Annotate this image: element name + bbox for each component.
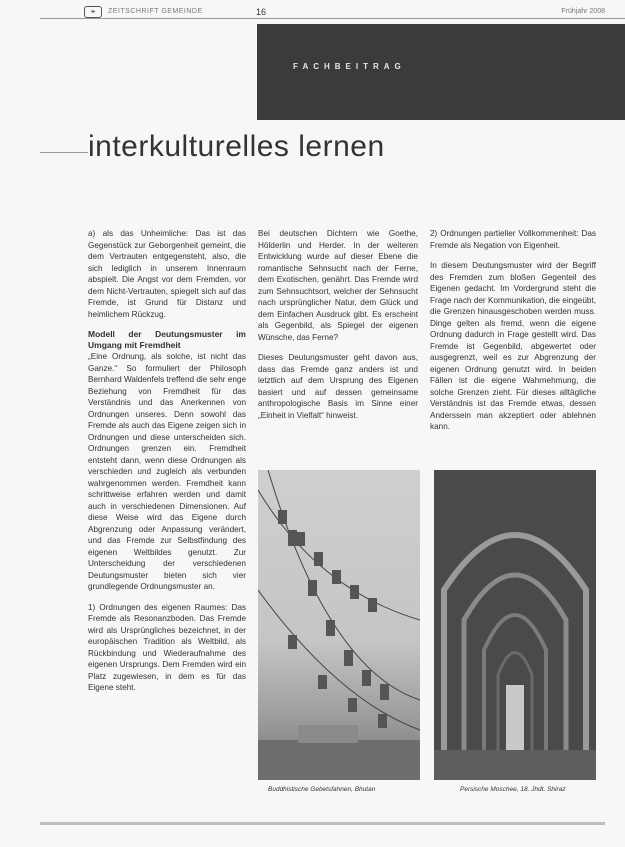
- paragraph: Dieses Deutungsmuster geht davon aus, dass das Fremde ganz anders ist und letztlich auf dem Ursprung des Eigenen basiert und auf dessen gemeinsame anthropologische Basis im Sinne einer „Einheit in Vielfalt“ hinweist.: [258, 353, 418, 420]
- header-issue: Frühjahr 2008: [561, 8, 605, 15]
- column-3: [430, 228, 596, 442]
- section-band: [257, 24, 625, 120]
- article-title: interkulturelles lernen: [88, 130, 385, 163]
- caption-photo-2: Persische Moschee, 18. Jhdt. Shiraz: [460, 786, 566, 793]
- prayer-flags-image: [258, 470, 420, 780]
- photo-mosque-arches: [434, 470, 596, 780]
- photo-prayer-flags: [258, 470, 420, 780]
- paragraph: In diesem Deutungsmuster wird der Begriff des Fremden zum bloßen Gegenteil des Eigenen gedacht. Im Vordergrund steht die Frage nach der Kommunikation, die eingeübt, die Grenzen hinausgeschoben werden muss. Dinge gelten als fremd, wenn die eigene Ordnung dadurch in Frage gestellt wird. Das Fremde ist Gegenbild, abgewertet oder ausgegrenzt, weil es zur Abgrenzung der eigenen Ordnung genutzt wird. In beiden Fällen ist die eigene Wahrnehmung, die solche Grenzen zieht. Für dieses alltägliche Verständnis ist das Fremde etwas, dessen Anderssein man akzeptiert oder ablehnen kann.: [430, 261, 596, 431]
- footer-rule: [40, 822, 605, 825]
- subheading: Modell der Deutungsmuster im Umgang mit Fremdheit: [88, 329, 246, 350]
- paragraph: Bei deutschen Dichtern wie Goethe, Hölderlin und Herder. In der weiteren Entwicklung wurde auf dieser Ebene die romantische Sehnsucht nach der Ferne, dem Exotischen, genährt. Das Fremde wird zum Sehnsuchtsort, welcher der Sehnsucht nach ursprünglicher Natur, dem Glück und dem Einfachen Ausdruck gibt. Es erscheint als Gegenbild, als Spiegel der eigenen Wünsche, das Ferne?: [258, 229, 418, 342]
- page-number: 16: [256, 7, 267, 17]
- section-label: FACHBEITRAG: [293, 62, 406, 71]
- logo-icon: ⌖: [84, 6, 102, 18]
- paragraph: „Eine Ordnung, als solche, ist nicht das Ganze.“ So formuliert der Philosoph Bernhard Waldenfels treffend die sehr enge Beziehung von Fremdheit für das Verständnis und das Anerkennen von Ordnungen unseres. Denn sowohl das Fremde als auch das Eigene zeigen sich in Ordnungen und diese unterscheiden sich. Ordnungen grenzen ein. Fremdheit entsteht dann, wenn diese Ordnungen als verschieden und zugleich als verbunden wahrgenommen werden. Fremdheit kann schrittweise erfahren werden und damit auch in verschiedenen Dimensionen. Auf diese Weise wird das Eigene durch Abgrenzung oder Anpassung verändert, und das Fremde zur Selbstfindung des eigenen Weltbildes genutzt. Zur Unterscheidung der verschiedenen Deutungsmuster bieten sich vier grundlegende Ordnungsmuster an.: [88, 352, 246, 591]
- caption-photo-1: Buddhistische Gebetsfahnen, Bhutan: [268, 786, 376, 793]
- mosque-arches-image: [434, 470, 596, 780]
- title-rule: [40, 152, 88, 153]
- column-1: [88, 228, 246, 703]
- paragraph: a) als das Unheimliche: Das ist das Gegenstück zur Geborgenheit gemeint, die dem Vertrauten entgegensteht, also, die sich lediglich in unserem Innenraum abspielt. Die Angst vor dem Fremden, vor dem Nicht-Vertrauten, spiegelt sich auf das Fremde, ist Grund für Distanz und heimlichem Rückzug.: [88, 229, 246, 319]
- header-site: ZEITSCHRIFT GEMEINDE: [108, 8, 203, 15]
- paragraph: 2) Ordnungen partieller Vollkommenheit: Das Fremde als Negation von Eigenheit.: [430, 229, 596, 250]
- paragraph: 1) Ordnungen des eigenen Raumes: Das Fremde als Resonanzboden. Das Fremde wird als Ursprüngliches bezeichnet, in der europäischen Tradition als Weltbild, als Rückbindung und Wiederaufnahme des eigenen Ursprungs. Dem Fremden wird ein Platz zugewiesen, in dem es für das Eigene steht.: [88, 602, 246, 692]
- column-2: [258, 228, 418, 430]
- header-rule: [40, 18, 625, 19]
